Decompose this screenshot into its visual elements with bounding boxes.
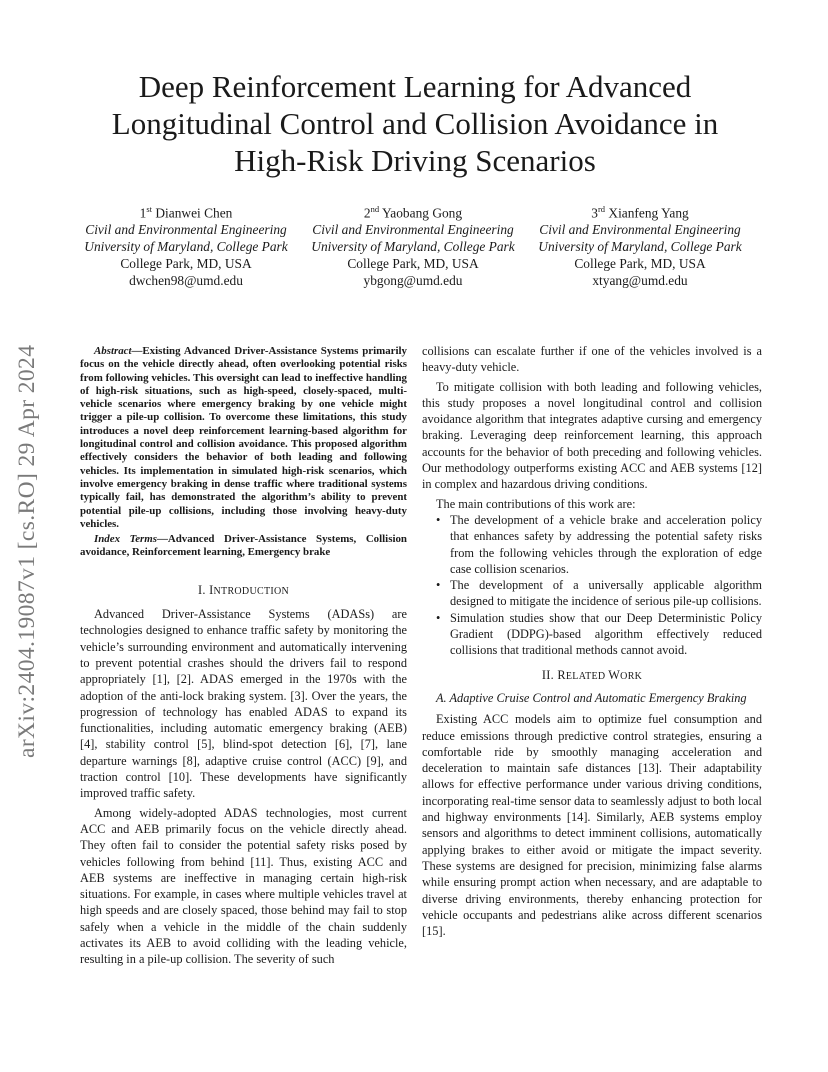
author-university: University of Maryland, College Park <box>538 239 742 255</box>
abstract <box>80 345 407 531</box>
index-terms-label: Index Terms <box>94 533 157 546</box>
abstract-text: —Existing Advanced Driver-Assistance Systems primarily focus on the vehicle directly ahead, often overlooking potential risks from following vehicles. This oversight can lead to ineffective handling of high-risk situations, such as high-speed, closely-spaced, multi-vehicle scenarios where emergency braking by one vehicle might trigger a pile-up collision. To overcome these limitations, this study introduces a novel deep reinforcement learning-based algorithm for longitudinal control and collision avoidance. This proposed algorithm effectively considers the behavior of both leading and following vehicles. Its implementation in simulated high-risk scenarios, which involve emergency braking in dense traffic where traditional systems typically fail, has demonstrated the algorithm’s ability to prevent potential pile-up collisions, including those involving heavy-duty vehicles. <box>80 345 407 530</box>
arxiv-identifier: arXiv:2404.19087v1 [cs.RO] 29 Apr 2024 <box>14 344 40 758</box>
index-terms-text: —Advanced Driver-Assistance Systems, Collision avoidance, Reinforcement learning, Emergency brake <box>80 533 407 559</box>
intro-paragraph: Among widely-adopted ADAS technologies, most current ACC and AEB primarily focus on the vehicle directly ahead. They often fail to consider the potential safety risks posed by vehicles following from behind [11]. Thus, existing ACC and AEB systems are ineffective in managing certain high-risk situations. For example, in cases where multiple vehicles travel at high speeds and are closely spaced, those behind may fail to stop safely when a vehicle in the middle of the chain suddenly activates its AEB to avoid colliding with the leading vehicle, resulting in a pile-up collision. The severity of such <box>80 805 407 967</box>
title-line: High-Risk Driving Scenarios <box>234 143 596 178</box>
author-email: dwchen98@umd.edu <box>129 273 243 289</box>
author-email: xtyang@umd.edu <box>592 273 688 289</box>
section-heading-related-work: II. RELATED WORK <box>541 667 643 682</box>
author-department: Civil and Environmental Engineering <box>312 222 514 238</box>
paper-title <box>60 68 770 179</box>
author-university: University of Maryland, College Park <box>311 239 515 255</box>
contributions-list <box>422 512 762 659</box>
index-terms <box>80 533 407 560</box>
author-name: 2nd Yaobang Gong <box>363 204 463 221</box>
subsection-heading: A. Adaptive Cruise Control and Automatic Emergency Braking <box>436 690 747 705</box>
author-block-2 <box>298 201 528 289</box>
author-block-1 <box>71 201 301 289</box>
contributions-intro: The main contributions of this work are: <box>436 496 636 511</box>
section-heading-introduction: I. INTRODUCTION <box>197 582 290 597</box>
author-location: College Park, MD, USA <box>574 256 706 272</box>
author-department: Civil and Environmental Engineering <box>85 222 287 238</box>
continuation-paragraph: collisions can escalate further if one of the vehicles involved is a heavy-duty vehicle. <box>422 344 762 375</box>
intro-paragraph: Advanced Driver-Assistance Systems (ADASs) are technologies designed to enhance traffic safety by monitoring the vehicle’s surrounding environment and automatically intervening to prevent potential crashes should the drivers fail to respond appropriately [1], [2]. ADAS emerged in the 1970s with the adoption of the anti-lock braking system. [3]. Over the years, the progression of technology has enabled ADAS to expand its functionalities, including automatic emergency braking (AEB) [4], stability control [5], blind-spot detection [6], [7], lane departure warnings [8], adaptive cruise control (ACC) [9], and traction control [10]. These developments have significantly improved traffic safety. <box>80 607 407 801</box>
author-block-3 <box>525 201 755 289</box>
title-line: Longitudinal Control and Collision Avoidance in <box>111 106 719 141</box>
left-column <box>80 345 407 968</box>
author-location: College Park, MD, USA <box>120 256 252 272</box>
list-item: • Simulation studies show that our Deep Deterministic Policy Gradient (DDPG)-based algorithm effectively reduced collisions that traditional methods cannot avoid. <box>450 610 762 659</box>
author-location: College Park, MD, USA <box>347 256 479 272</box>
author-email: ybgong@umd.edu <box>363 273 463 289</box>
list-item: • The development of a vehicle brake and acceleration policy that enhances safety by addressing the potential safety risks from the following vehicles through the exploration of edge case collision scenarios. <box>450 512 762 577</box>
author-university: University of Maryland, College Park <box>84 239 288 255</box>
method-paragraph: To mitigate collision with both leading and following vehicles, this study proposes a novel longitudinal control and collision avoidance algorithm that integrates adaptive cursing and emergency braking. Leveraging deep reinforcement learning, this approach accounts for the behavior of both preceding and following vehicles. Our methodology outperforms existing ACC and AEB systems [12] in complex and hazardous driving conditions. <box>422 379 762 492</box>
title-line: Deep Reinforcement Learning for Advanced <box>138 69 692 104</box>
author-department: Civil and Environmental Engineering <box>539 222 741 238</box>
abstract-label: Abstract <box>94 345 132 357</box>
right-column <box>422 343 762 939</box>
list-item: • The development of a universally applicable algorithm designed to mitigate the incidence of serious pile-up collisions. <box>450 577 762 610</box>
author-name: 3rd Xianfeng Yang <box>591 204 689 221</box>
author-name: 1st Dianwei Chen <box>139 204 233 221</box>
related-work-paragraph: Existing ACC models aim to optimize fuel consumption and reduce emissions through predictive control strategies, ensuring a comfortable ride by smoothly managing acceleration and deceleration to maintain safe distances [13]. Their adaptability allows for effective performance under various driving conditions, incorporating real-time sensor data to seamlessly adjust to both local and highway environments [14]. Similarly, AEB systems employ sensors and algorithms to detect imminent collisions, automatically applying brakes to either avoid or mitigate the impact severity. These systems are designed for precision, minimizing false alarms while ensuring prompt action when necessary, and are adaptable to diverse driving environments, thereby enhancing protection for vehicle occupants and pedestrians alike across different scenarios [15]. <box>422 712 762 939</box>
